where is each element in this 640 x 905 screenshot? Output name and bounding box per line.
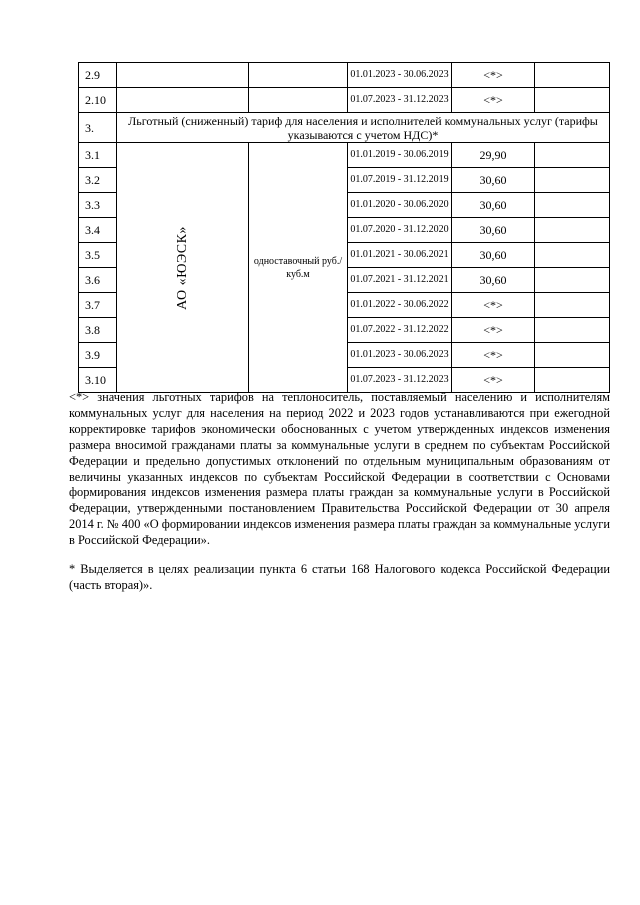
org-cell-empty: [117, 63, 249, 88]
period-cell: 01.01.2020 - 30.06.2020: [348, 193, 452, 218]
row-number: 2.10: [79, 88, 117, 113]
tariff-value: 29,90: [452, 143, 535, 168]
extra-cell: [535, 88, 610, 113]
extra-cell: [535, 368, 610, 393]
tariff-value: 30,60: [452, 218, 535, 243]
tariff-value: <*>: [452, 318, 535, 343]
unit-cell-empty: [249, 63, 348, 88]
row-number: 3.7: [79, 293, 117, 318]
section-header-row: [79, 113, 610, 143]
row-number: 3.10: [79, 368, 117, 393]
row-number: 3.2: [79, 168, 117, 193]
row-number: 3.6: [79, 268, 117, 293]
organization-cell: [117, 143, 249, 393]
period-cell: 01.07.2021 - 31.12.2021: [348, 268, 452, 293]
tariff-value: <*>: [452, 293, 535, 318]
row-number: 3.4: [79, 218, 117, 243]
tariff-value: 30,60: [452, 193, 535, 218]
extra-cell: [535, 143, 610, 168]
period-cell: 01.01.2022 - 30.06.2022: [348, 293, 452, 318]
footnote-tariff-indexation: [69, 390, 610, 549]
extra-cell: [535, 318, 610, 343]
period-cell: 01.01.2019 - 30.06.2019: [348, 143, 452, 168]
period-cell: 01.07.2023 - 31.12.2023: [348, 368, 452, 393]
extra-cell: [535, 268, 610, 293]
footnote-text: * Выделяется в целях реализации пункта 6 статьи 168 Налогового кодекса Российской Федерации (часть вторая)».: [69, 562, 610, 592]
extra-cell: [535, 293, 610, 318]
org-cell-empty: [117, 88, 249, 113]
unit-label: одноставочный руб./куб.м: [253, 255, 343, 280]
section-title: Льготный (сниженный) тариф для населения и исполнителей коммунальных услуг (тарифы указываются с учетом НДС)*: [117, 113, 610, 143]
footnote-vat: [69, 562, 610, 594]
tariff-table: [78, 62, 610, 393]
period-cell: 01.01.2021 - 30.06.2021: [348, 243, 452, 268]
section-number: 3.: [79, 113, 117, 143]
tariff-value: 30,60: [452, 268, 535, 293]
footnote-text: <*> значения льготных тарифов на теплоноситель, поставляемый населению и исполнителям коммунальных услуг для населения на период 2022 и 2023 годов устанавливаются при ежегодной корректировке тарифов экономически обоснованных с учетом утвержденных индексов изменения размера вносимой гражданами платы за коммунальные услуги в среднем по субъектам Российской Федерации и предельно допустимых отклонений по отдельным муниципальным образованиям от величины указанных индексов по субъектам Российской Федерации в соответствии с Основами формирования индексов изменения размера платы граждан за коммунальные услуги в Российской Федерации, утвержденными постановлением Правительства Российской Федерации от 30 апреля 2014 г. № 400 «О формировании индексов изменения размера платы граждан за коммунальные услуги в Российской Федерации».: [69, 390, 610, 548]
period-cell: 01.07.2019 - 31.12.2019: [348, 168, 452, 193]
row-number: 2.9: [79, 63, 117, 88]
period-cell: 01.01.2023 - 30.06.2023: [348, 63, 452, 88]
row-number: 3.9: [79, 343, 117, 368]
period-cell: 01.07.2022 - 31.12.2022: [348, 318, 452, 343]
period-cell: 01.01.2023 - 30.06.2023: [348, 343, 452, 368]
tariff-value: <*>: [452, 343, 535, 368]
table-row: [79, 63, 610, 88]
row-number: 3.5: [79, 243, 117, 268]
extra-cell: [535, 63, 610, 88]
table-row: [79, 88, 610, 113]
period-cell: 01.07.2023 - 31.12.2023: [348, 88, 452, 113]
extra-cell: [535, 218, 610, 243]
row-number: 3.8: [79, 318, 117, 343]
row-number: 3.3: [79, 193, 117, 218]
tariff-value: 30,60: [452, 168, 535, 193]
tariff-value: <*>: [452, 63, 535, 88]
extra-cell: [535, 168, 610, 193]
extra-cell: [535, 193, 610, 218]
unit-cell: [249, 143, 348, 393]
tariff-value: <*>: [452, 368, 535, 393]
tariff-value: 30,60: [452, 243, 535, 268]
extra-cell: [535, 343, 610, 368]
tariff-value: <*>: [452, 88, 535, 113]
row-number: 3.1: [79, 143, 117, 168]
extra-cell: [535, 243, 610, 268]
organization-name: АО «ЮЭСК»: [174, 225, 190, 310]
unit-cell-empty: [249, 88, 348, 113]
period-cell: 01.07.2020 - 31.12.2020: [348, 218, 452, 243]
table-row: [79, 143, 610, 168]
